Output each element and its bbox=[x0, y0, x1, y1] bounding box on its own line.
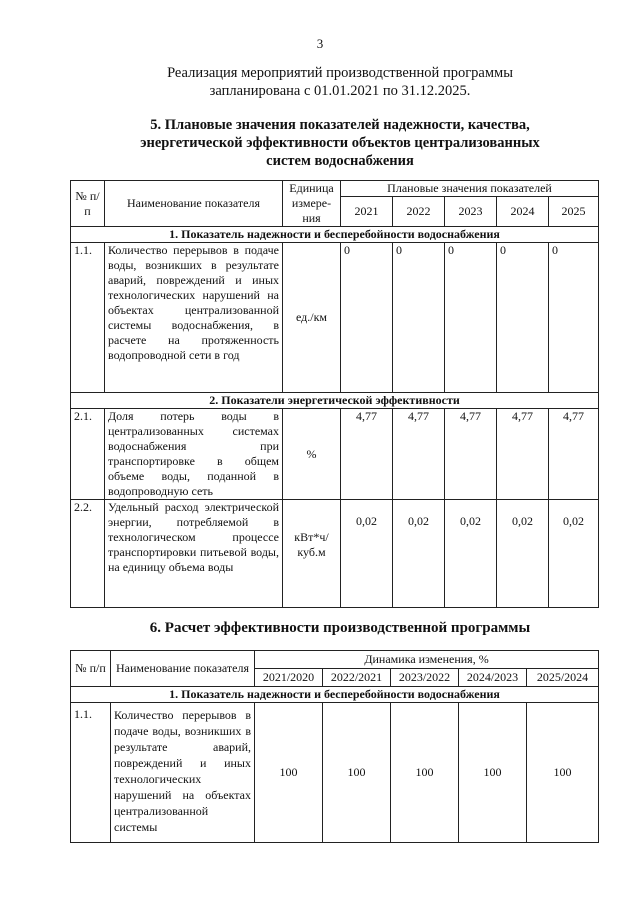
section-5-title-line-2: энергетической эффективности объектов централизованных bbox=[140, 135, 540, 151]
row-value: 4,77 bbox=[341, 409, 393, 500]
row-value: 0,02 bbox=[341, 500, 393, 608]
row-unit: ед./км bbox=[283, 243, 341, 393]
header-year: 2021 bbox=[341, 197, 393, 227]
header-plan: Плановые значения показателей bbox=[341, 181, 599, 197]
row-unit: % bbox=[283, 409, 341, 500]
row-value: 100 bbox=[527, 703, 599, 843]
row-value: 4,77 bbox=[445, 409, 497, 500]
row-value: 100 bbox=[323, 703, 391, 843]
row-value: 0 bbox=[393, 243, 445, 393]
table-row bbox=[71, 409, 599, 500]
group-heading: 1. Показатель надежности и бесперебойности водоснабжения bbox=[71, 687, 599, 703]
header-year: 2022 bbox=[393, 197, 445, 227]
header-year: 2025 bbox=[549, 197, 599, 227]
group-heading: 1. Показатель надежности и бесперебойности водоснабжения bbox=[71, 227, 599, 243]
efficiency-table bbox=[70, 650, 599, 843]
table-row bbox=[71, 703, 599, 843]
row-value: 0 bbox=[341, 243, 393, 393]
section-5-title-line-3: систем водоснабжения bbox=[266, 153, 414, 169]
section-5-title bbox=[100, 116, 580, 170]
header-num: № п/п bbox=[71, 651, 111, 687]
header-dynamics: Динамика изменения, % bbox=[255, 651, 599, 669]
planned-values-table bbox=[70, 180, 599, 608]
row-value: 0,02 bbox=[549, 500, 599, 608]
header-year: 2023 bbox=[445, 197, 497, 227]
row-num: 2.2. bbox=[71, 500, 105, 608]
header-period: 2021/2020 bbox=[255, 669, 323, 687]
row-name: Доля потерь воды в централизованных системах водоснабжения при транспортировке в общем объеме воды, поданной в водопроводную сеть bbox=[105, 409, 283, 500]
header-period: 2022/2021 bbox=[323, 669, 391, 687]
header-period: 2024/2023 bbox=[459, 669, 527, 687]
row-value: 0 bbox=[549, 243, 599, 393]
intro-text bbox=[100, 64, 580, 100]
section-6-title: 6. Расчет эффективности производственной программы bbox=[149, 620, 531, 636]
row-name: Количество перерывов в подаче воды, возникших в результате аварий, повреждений и иных технологических нарушений на объектах централизованной системы bbox=[111, 703, 255, 843]
row-value: 0 bbox=[445, 243, 497, 393]
row-value: 100 bbox=[459, 703, 527, 843]
table-row bbox=[71, 500, 599, 608]
row-num: 2.1. bbox=[71, 409, 105, 500]
header-name: Наименование показателя bbox=[105, 181, 283, 227]
row-unit: кВт*ч/ куб.м bbox=[283, 500, 341, 608]
row-value: 100 bbox=[255, 703, 323, 843]
row-value: 0,02 bbox=[497, 500, 549, 608]
header-year: 2024 bbox=[497, 197, 549, 227]
group-heading: 2. Показатели энергетической эффективности bbox=[71, 393, 599, 409]
page-number: 3 bbox=[316, 36, 324, 51]
header-period: 2023/2022 bbox=[391, 669, 459, 687]
table-row bbox=[71, 243, 599, 393]
row-value: 4,77 bbox=[497, 409, 549, 500]
row-value: 4,77 bbox=[393, 409, 445, 500]
row-value: 0,02 bbox=[445, 500, 497, 608]
row-name: Количество перерывов в подаче воды, возникших в результате аварий, повреждений и иных технологических нарушений на объектах централизованной системы водоснабжения, в расчете на протяженность водопроводной сети в год bbox=[105, 243, 283, 393]
header-num: № п/п bbox=[71, 181, 105, 227]
section-5-title-line-1: 5. Плановые значения показателей надежности, качества, bbox=[150, 117, 530, 133]
row-value: 0 bbox=[497, 243, 549, 393]
row-value: 4,77 bbox=[549, 409, 599, 500]
header-name: Наименование показателя bbox=[111, 651, 255, 687]
intro-line-1: Реализация мероприятий производственной программы bbox=[167, 65, 513, 81]
row-num: 1.1. bbox=[71, 243, 105, 393]
header-period: 2025/2024 bbox=[527, 669, 599, 687]
row-value: 0,02 bbox=[393, 500, 445, 608]
row-value: 100 bbox=[391, 703, 459, 843]
row-name: Удельный расход электрической энергии, потребляемой в технологическом процессе транспортировки питьевой воды, на единицу объема воды bbox=[105, 500, 283, 608]
intro-line-2: запланирована с 01.01.2021 по 31.12.2025. bbox=[209, 83, 471, 99]
header-unit: Единица измере-ния bbox=[283, 181, 341, 227]
row-num: 1.1. bbox=[71, 703, 111, 843]
